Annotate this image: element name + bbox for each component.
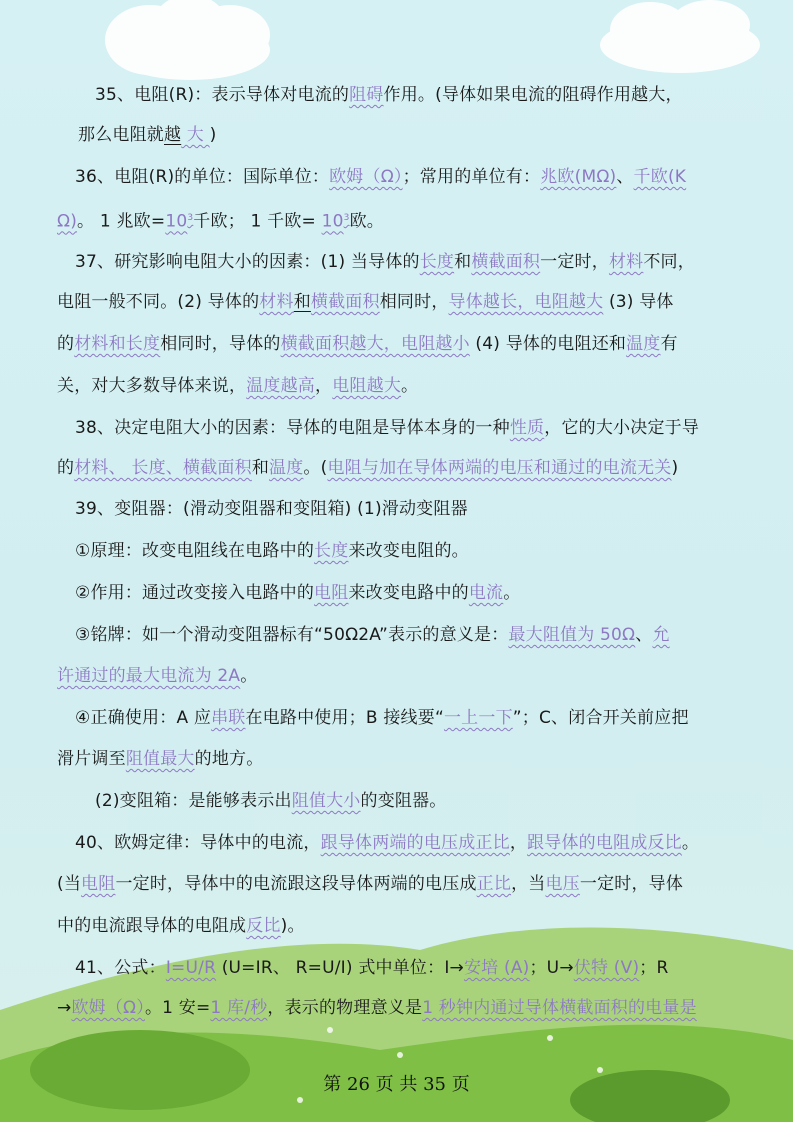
answer-text: 10 (165, 211, 188, 232)
text-segment: 40、欧姆定律：导体中的电流， (75, 833, 321, 853)
text-segment: 38、决定电阻大小的因素：导体的电阻是导体本身的一种 (75, 418, 510, 438)
text-segment: 欧。 (349, 211, 384, 232)
text-segment: 电阻一般不同。(2) 导体的 (57, 292, 260, 312)
text-segment: 的 (57, 334, 75, 354)
text-segment: (当 (57, 874, 82, 894)
text-segment: 41、公式： (75, 958, 166, 978)
answer-text: 长度 (314, 541, 349, 561)
underlined-text: 和 (293, 292, 311, 312)
text-segment: 和 (251, 458, 270, 478)
answer-text: 千欧(K (633, 167, 687, 187)
answer-text: Ω) (57, 211, 78, 232)
text-segment: (U=IR、 R=U/I) 式中单位：I→ (216, 958, 464, 978)
text-segment: (2)变阻箱：是能够表示出 (95, 791, 292, 811)
text-segment: ”；C、闭合开关前应把 (512, 708, 689, 728)
text-segment: 相同时， (379, 292, 449, 312)
answer-text: 电阻 (314, 583, 349, 603)
text-segment: ， (509, 833, 528, 853)
text-segment: ， (315, 376, 333, 396)
text-segment: 相同时，导体的 (160, 334, 281, 354)
answer-text: 电阻越大 (332, 376, 402, 396)
text-segment: ，它的大小决定于导 (544, 418, 700, 438)
text-segment: 。 (503, 583, 521, 603)
superscript: 3 (343, 213, 350, 223)
answer-text: 反比 (246, 916, 281, 936)
answer-text: 阻碍 (349, 85, 384, 105)
answer-text: 温度 (269, 458, 304, 478)
text-line (75, 498, 468, 520)
cloud-right-icon (600, 0, 760, 73)
text-segment: 来改变电阻的。 (348, 541, 469, 561)
answer-text: 大 (181, 125, 210, 145)
answer-text: 电阻与加在导体两端的电压和通过的电流无关 (327, 458, 672, 478)
text-segment: ；R (639, 958, 669, 978)
text-line (95, 790, 447, 812)
answer-text: 阻值最大 (125, 749, 195, 769)
text-segment: ②作用：通过改变接入电路中的 (75, 583, 315, 603)
answer-text: 兆欧(MΩ) (540, 167, 617, 187)
text-segment: ；常用的单位有： (402, 167, 541, 187)
answer-text: 10 (321, 211, 344, 232)
text-line (57, 665, 257, 687)
text-line (75, 832, 699, 854)
text-line (75, 707, 689, 729)
text-segment: (4) 导体的电阻还和 (469, 334, 627, 354)
text-segment: (3) 导体 (603, 292, 674, 312)
cloud-left-icon (105, 0, 270, 80)
text-segment: 和 (454, 252, 472, 272)
text-segment: 、 (635, 625, 653, 645)
answer-text: 电流 (468, 583, 504, 603)
text-segment: 一定时，导体中的电流跟这段导体两端的电压成 (115, 874, 477, 894)
answer-text: 性质 (509, 418, 545, 438)
text-line (75, 957, 669, 979)
text-segment: → (57, 998, 72, 1018)
text-line (57, 748, 263, 770)
answer-text: 横截面积 (471, 252, 541, 272)
answer-text: 安培 (A) (463, 958, 530, 978)
text-line (57, 997, 697, 1019)
text-segment: 39、变阻器：(滑动变阻器和变阻箱) (1)滑动变阻器 (75, 499, 468, 519)
text-segment: 36、电阻(R)的单位：国际单位： (75, 167, 330, 187)
text-segment: 的变阻器。 (360, 791, 447, 811)
answer-text: 温度 (626, 334, 661, 354)
answer-text: 允 (652, 625, 670, 645)
answer-text: 欧姆（Ω） (71, 998, 145, 1018)
text-line (57, 333, 678, 355)
answer-text: 电压 (545, 874, 580, 894)
text-segment: 滑片调至 (57, 749, 126, 769)
text-line (57, 873, 683, 895)
page-number: 第 26 页 共 35 页 (323, 1074, 470, 1095)
text-line (78, 124, 216, 146)
text-line (75, 166, 686, 188)
superscript: 3 (187, 213, 194, 223)
text-segment: 关，对大多数导体来说， (57, 376, 247, 396)
answer-text: 跟导体两端的电压成正比 (320, 833, 510, 853)
answer-text: 材料 (608, 252, 644, 272)
text-segment: ①原理：改变电阻线在电路中的 (75, 541, 315, 561)
text-segment: )。 (280, 916, 305, 936)
text-line (57, 457, 678, 479)
answer-text: 跟导体的电阻成反比 (527, 833, 682, 853)
text-segment: 一定时， (540, 252, 609, 272)
answer-text: 1 库/秒 (210, 998, 268, 1018)
text-line (57, 291, 674, 313)
text-line (75, 251, 695, 273)
answer-text: 阻值大小 (291, 791, 361, 811)
answer-text: 横截面积越大，电阻越小 (280, 334, 470, 354)
answer-text: 材料、 长度、横截面积 (74, 458, 252, 478)
text-segment: ，表示的物理意义是 (267, 998, 423, 1018)
answer-text: 横截面积 (310, 292, 380, 312)
answer-text: 长度 (419, 252, 455, 272)
text-segment: 。 1 兆欧= (77, 211, 166, 232)
text-segment: 。 (240, 666, 258, 686)
answer-text: I=U/R (165, 958, 217, 978)
answer-text: 材料和长度 (74, 334, 161, 354)
text-line (95, 84, 683, 106)
text-segment: 。 (401, 376, 419, 396)
text-line (75, 540, 469, 562)
answer-text: 一上一下 (443, 708, 513, 728)
text-segment: 、 (616, 167, 634, 187)
text-segment: 那么电阻就 (78, 125, 164, 145)
answer-text: 材料 (259, 292, 294, 312)
answer-text: 许通过的最大电流为 2A (57, 666, 241, 686)
text-segment: 。( (303, 458, 328, 478)
text-segment: ) (209, 125, 217, 145)
answer-text: 欧姆（Ω） (329, 167, 403, 187)
text-segment: 不同， (643, 252, 695, 272)
text-segment: ) (671, 458, 679, 478)
answer-text: 导体越长，电阻越大 (448, 292, 604, 312)
text-line (57, 375, 418, 397)
text-segment: 35、电阻(R)：表示导体对电流的 (95, 85, 350, 105)
text-line (75, 624, 670, 646)
text-segment: ④正确使用：A 应 (75, 708, 212, 728)
text-segment: 中的电流跟导体的电阻成 (57, 916, 247, 936)
text-line (75, 417, 699, 439)
answer-text: 最大阻值为 50Ω (508, 625, 636, 645)
text-segment: 的地方。 (194, 749, 264, 769)
answer-text: 伏特 (V) (573, 958, 640, 978)
answer-text: 温度越高 (246, 376, 316, 396)
text-segment: 有 (660, 334, 678, 354)
text-segment: 37、研究影响电阻大小的因素：(1) 当导体的 (75, 252, 420, 272)
text-segment: 一定时，导体 (579, 874, 684, 894)
text-line (75, 582, 520, 604)
text-segment: 。 (681, 833, 700, 853)
text-line (57, 207, 384, 233)
text-segment: 在电路中使用；B 接线要“ (245, 708, 444, 728)
answer-text: 串联 (211, 708, 246, 728)
underlined-text: 越 (164, 125, 182, 145)
text-segment: ③铭牌：如一个滑动变阻器标有“50Ω2A”表示的意义是： (75, 625, 509, 645)
text-line (57, 915, 305, 937)
text-segment: 作用。(导体如果电流的阻碍作用越大， (383, 85, 683, 105)
answer-text: 电阻 (81, 874, 116, 894)
text-segment: 来改变电路中的 (348, 583, 469, 603)
answer-text: 1 秒钟内通过导体横截面积的电量是 (422, 998, 697, 1018)
text-segment: ；U→ (529, 958, 574, 978)
answer-text: 正比 (476, 874, 512, 894)
text-segment: 的 (57, 458, 75, 478)
text-segment: 。1 安= (144, 998, 211, 1018)
text-segment: 千欧； 1 千欧= (193, 211, 322, 232)
text-segment: ，当 (511, 874, 546, 894)
